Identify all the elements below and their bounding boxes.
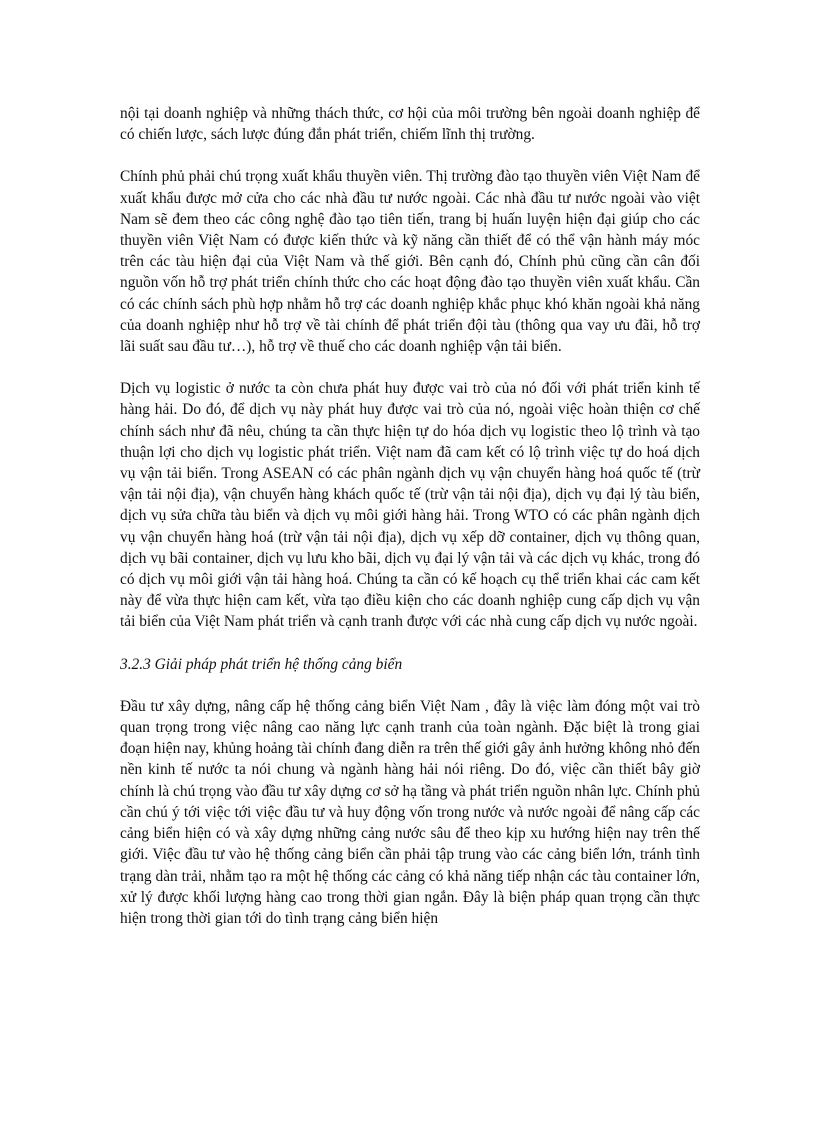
paragraph-seafarer-export: Chính phủ phải chú trọng xuất khẩu thuyền viên. Thị trường đào tạo thuyền viên Việt Nam để xuất khẩu được mở cửa cho các nhà đầu tư nước ngoài. Các nhà đầu tư nước ngoài vào việt Nam sẽ đem theo các công nghệ đào tạo tiên tiến, trang bị huấn luyện hiện đại giúp cho các thuyền viên Việt Nam có được kiến thức và kỹ năng cần thiết để có thể vận hành máy móc trên các tàu hiện đại của Việt Nam và thế giới. Bên cạnh đó, Chính phủ cũng cần cân đối nguồn vốn hỗ trợ phát triển chính thức cho các hoạt động đào tạo thuyền viên xuất khẩu. Cần có các chính sách phù hợp nhằm hỗ trợ các doanh nghiệp khắc phục khó khăn ngoài khả năng của doanh nghiệp như hỗ trợ về tài chính để phát triển đội tàu (thông qua vay ưu đãi, hỗ trợ lãi suất sau đầu tư…), hỗ trợ về thuế cho các doanh nghiệp vận tải biển. — [120, 168, 700, 356]
paragraph-intro-continuation: nội tại doanh nghiệp và những thách thức, cơ hội của môi trường bên ngoài doanh nghiệp để có chiến lược, sách lược đúng đắn phát triển, chiếm lĩnh thị trường. — [120, 105, 700, 144]
section-heading: 3.2.3 Giải pháp phát triển hệ thống cảng biển — [120, 655, 403, 673]
paragraph-port-development: Đầu tư xây dựng, nâng cấp hệ thống cảng biển Việt Nam , đây là việc làm đóng một vai trò quan trọng trong việc nâng cao năng lực cạnh tranh của toàn ngành. Đặc biệt là trong giai đoạn hiện nay, khủng hoảng tài chính đang diễn ra trên thế giới gây ảnh hưởng không nhỏ đến nền kinh tế nước ta nói chung và ngành hàng hải nói riêng. Do đó, việc cần thiết bây giờ chính là chú trọng vào đầu tư xây dựng cơ sở hạ tầng và phát triển nguồn nhân lực. Chính phủ cần chú ý tới việc tới việc đầu tư và huy động vốn trong nước và nước ngoài để nâng cấp các cảng biển hiện có và xây dựng những cảng nước sâu để theo kịp xu hướng hiện nay trên thế giới. Việc đầu tư vào hệ thống cảng biển cần phải tập trung vào các cảng biển lớn, tránh tình trạng dàn trải, nhằm tạo ra một hệ thống các cảng có khả năng tiếp nhận các tàu container lớn, xử lý được khối lượng hàng cao trong thời gian ngắn. Đây là biện pháp quan trọng cần thực hiện trong thời gian tới do tình trạng cảng biển hiện — [120, 697, 700, 927]
document-page — [120, 103, 700, 950]
paragraph-logistics: Dịch vụ logistic ở nước ta còn chưa phát huy được vai trò của nó đối với phát triển kinh tế hàng hải. Do đó, để dịch vụ này phát huy được vai trò của nó, ngoài việc hoàn thiện cơ chế chính sách như đã nêu, chúng ta cần thực hiện tự do hóa dịch vụ logistic theo lộ trình và tạo thuận lợi cho dịch vụ logistic phát triển. Việt nam đã cam kết có lộ trình việc tự do hoá dịch vụ vận tải biển. Trong ASEAN có các phân ngành dịch vụ vận chuyển hàng hoá quốc tế (trừ vận tải nội địa), vận chuyển hàng khách quốc tế (trừ vận tải nội địa), dịch vụ đại lý tàu biển, dịch vụ sửa chữa tàu biển và dịch vụ môi giới hàng hải. Trong WTO có các phân ngành dịch vụ vận chuyển hàng hoá (trừ vận tải nội địa), dịch vụ xếp dỡ container, dịch vụ thông quan, dịch vụ bãi container, dịch vụ lưu kho bãi, dịch vụ đại lý vận tải và các dịch vụ khác, trong đó có dịch vụ môi giới vận tải hàng hoá. Chúng ta cần có kế hoạch cụ thể triển khai các cam kết này để vừa thực hiện cam kết, vừa tạo điều kiện cho các doanh nghiệp cung cấp dịch vụ vận tải biển của Việt Nam phát triển và cạnh tranh được với các nhà cung cấp dịch vụ nước ngoài. — [120, 380, 700, 631]
